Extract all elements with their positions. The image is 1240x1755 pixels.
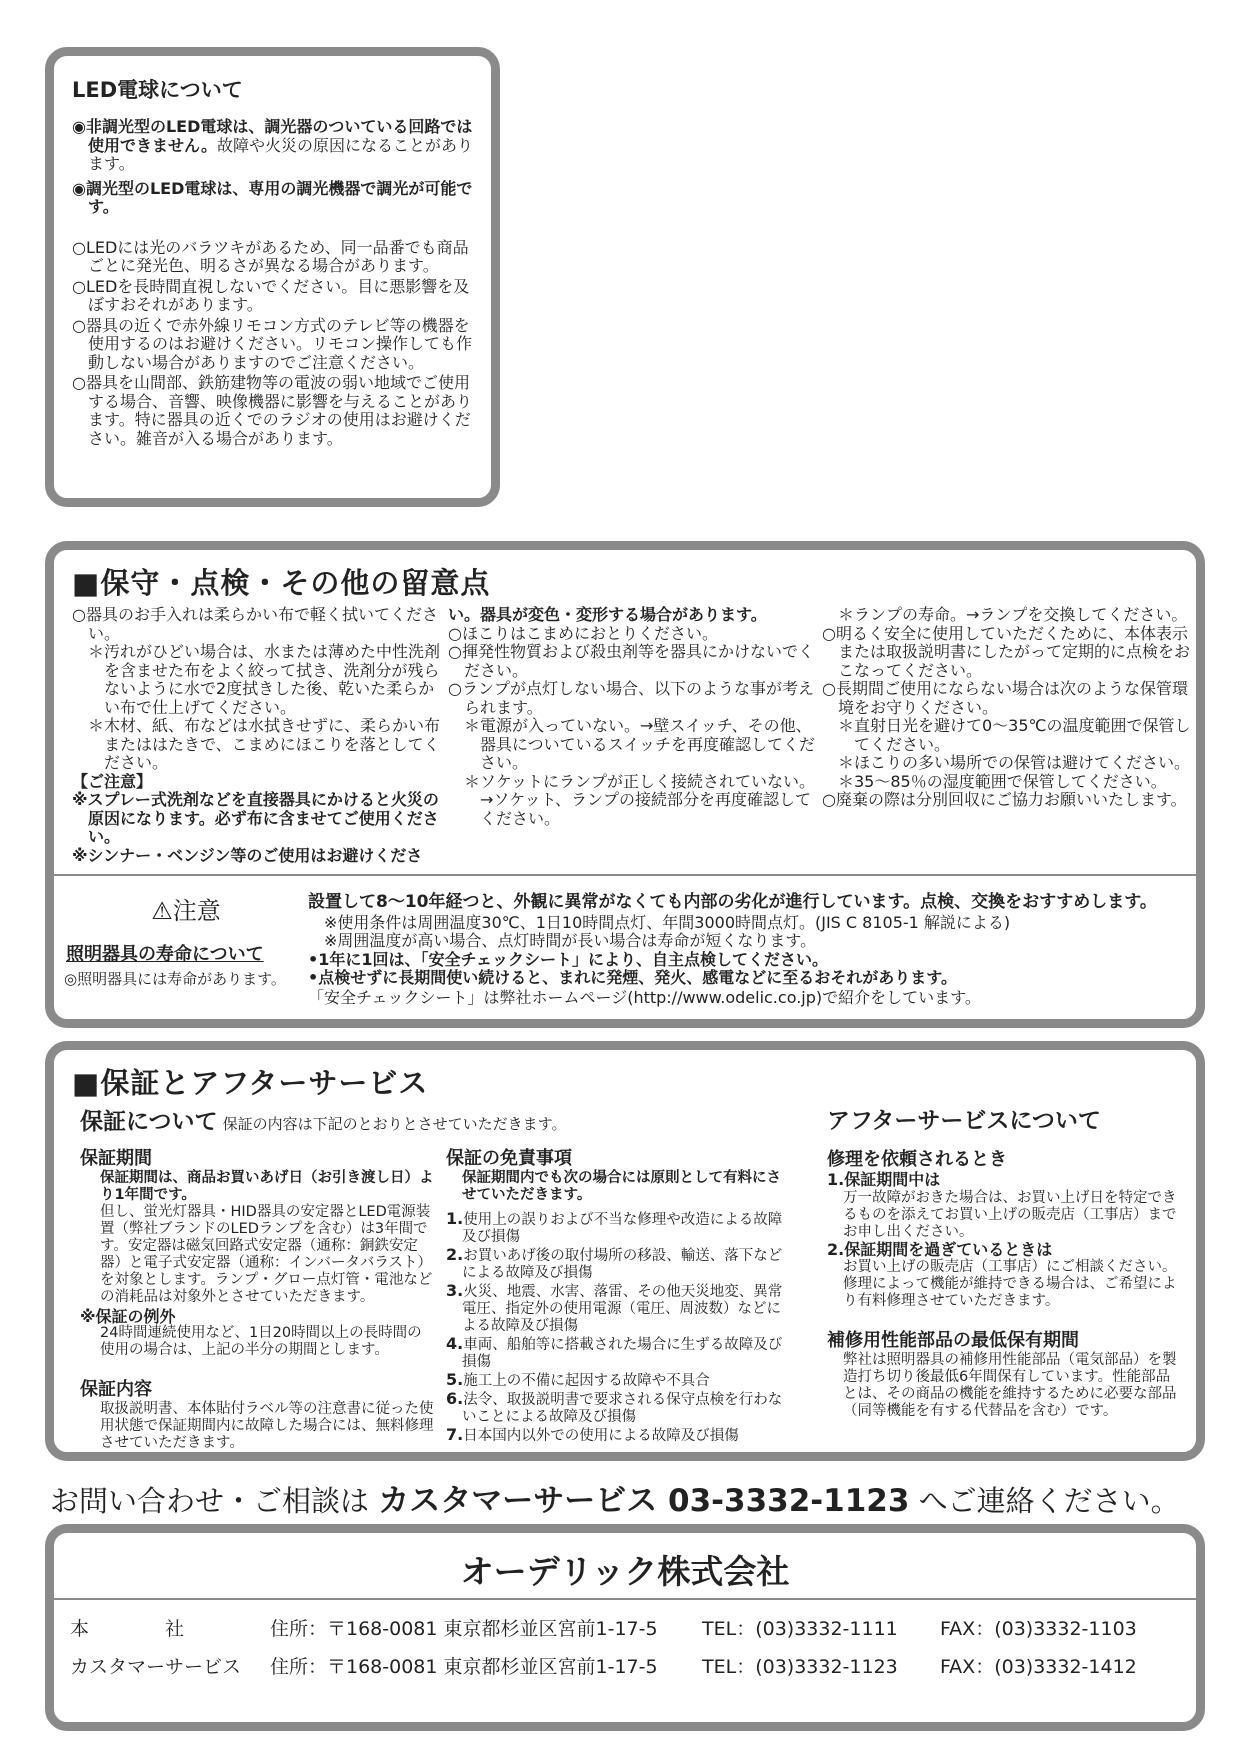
maintenance-item: ○ほこりはこまめにおとりください。 [448,623,718,643]
exempt-item [446,1210,786,1246]
led-item: ○LEDには光のバラツキがあるため、同一品番でも商品ごとに発光色、明るさが異なる場合があります。 [72,237,469,275]
caution-line: 設置して8〜10年経つと、外観に異常がなくても内部の劣化が進行しています。点検、交換をおすすめします。 [308,892,1157,912]
led-title: LED電球について [72,78,243,102]
company-fax: FAX：(03)3332-1103 [940,1617,1137,1640]
exempt-item [446,1246,786,1282]
company-tel: TEL：(03)3332-1111 [702,1617,898,1640]
company-tel: TEL：(03)3332-1123 [702,1655,898,1678]
led-warning-2: ◉調光型のLED電球は、専用の調光機器で調光が可能です。 [72,178,473,216]
period-title: 保証期間 [80,1148,152,1169]
contact-post: へご連絡ください。 [909,1484,1180,1518]
maintenance-item: ＊ほこりの多い場所での保管は避けてください。 [838,753,1191,772]
company-name: オーデリック株式会社 [460,1552,790,1591]
maintenance-item: ○長期間ご使用にならない場合は次のような保管環境をお守りください。 [822,679,1188,717]
company-label: カスタマーサービス [70,1655,242,1678]
led-item: ○LEDを長時間直視しないでください。目に悪影響を及ぼすおそれがあります。 [72,276,470,314]
exempt-number: 1. [446,1209,464,1228]
company-divider [54,1598,1196,1600]
repair-title: 修理を依頼されるとき [827,1149,1007,1170]
exempt-text: 法令、取扱説明書で要求される保守点検を行わないことによる故障及び損傷 [462,1392,783,1425]
maintenance-item: ※シンナー・ベンジン等のご使用はお避けくださ [72,845,423,865]
exempt-text: 施工上の不備に起因する故障や不具合 [463,1373,710,1389]
maintenance-item: ○明るく安全に使用していただくために、本体表示または取扱説明書にしたがって定期的に点検をおこなってください。 [822,623,1191,680]
period-lead: 保証期間は、商品お買いあげ日（お引き渡し日）より1年間です。 [100,1170,434,1203]
led-item: ○器具の近くで赤外線リモコン方式のテレビ等の機器を使用するのはお避けください。リモコン操作しても作動しない場合がありますのでご注意ください。 [72,315,473,372]
caution-area-left [66,896,306,926]
warranty-col-2 [446,1144,786,1445]
warranty-about-title: 保証について [80,1109,218,1135]
maintenance-item: ＊木材、紙、布などは水拭きせずに、柔らかい布またははたきで、こまめにほこりを落としてください。 [88,716,441,772]
led-items [72,239,477,449]
exempt-text: 火災、地震、水害、落雷、その他天災地変、異常電圧、指定外の使用電源（電圧、周波数）などによる故障及び損傷 [462,1284,783,1334]
exempt-number: 5. [446,1370,464,1389]
company-label: 本 社 [70,1617,185,1640]
caution-line: •点検せずに長期間使い続けると、まれに発煙、発火、感電などに至るおそれがあります。 [308,968,957,987]
company-row [70,1646,1180,1684]
led-item: ○器具を山間部、鉄筋建物等の電波の弱い地域でご使用する場合、音響、映像機器に影響を与えることがあります。特に器具の近くでのラジオの使用はお避けください。雑音が入る場合があります。 [72,373,473,448]
maintenance-item: ＊汚れがひどい場合は、水または薄めた中性洗剤を含ませた布をよく絞って拭き、洗剤分が残らないように水で2度拭きした後、乾いた柔らかい布で仕上げてください。 [88,642,441,717]
exempt-number: 3. [446,1281,464,1300]
repair1-body: 万一故障がおきた場合は、お買い上げ日を特定できるものを添えてお買い上げの販売店（工事店）までお申し出ください。 [843,1189,1177,1240]
exempt-number: 2. [446,1245,464,1264]
exempt-number: 4. [446,1334,464,1353]
company-addr: 住所：〒168-0081 東京都杉並区宮前1-17-5 [270,1655,658,1678]
company-row [70,1608,1180,1646]
exempt-item [446,1282,786,1335]
maintenance-item: ※スプレー式洗剤などを直接器具にかけると火災の原因になります。必ず布に含ませてご使用ください。 [72,790,439,846]
parts-title: 補修用性能部品の最低保有期間 [827,1330,1079,1351]
exempt-text: 車両、船舶等に搭載された場合に生ずる故障及び損傷 [462,1337,783,1370]
content-title: 保証内容 [80,1379,152,1400]
maintenance-col-2 [448,606,818,828]
exception-body: 24時間連続使用など、1日20時間以上の長時間の使用の場合は、上記の半分の期間とします。 [100,1325,422,1358]
contact-phone: カスタマーサービス 03-3332-1123 [378,1483,910,1519]
caution-line: •1年に1回は、「安全チェックシート」により、自主点検してください。 [308,949,829,969]
maintenance-divider [54,874,1196,876]
repair2-body: お買い上げの販売店（工事店）にご相談ください。修理によって機能が維持できる場合は、ご希望により有料修理させていただきます。 [843,1259,1177,1309]
led-warning-1 [72,118,477,174]
maintenance-col-3 [822,606,1200,810]
maintenance-item: ＊電源が入っていない。→壁スイッチ、その他、器具についているスイッチを再度確認してください。 [464,716,816,772]
caution-line: 「安全チェックシート」は弊社ホームページ(http://www.odelic.co.jp)で紹介をしています。 [308,987,981,1007]
maintenance-item: ＊ソケットにランプが正しく接続されていない。→ソケット、ランプの接続部分を再度確認してください。 [464,771,816,828]
warning-triangle-icon: ⚠ [151,897,173,925]
exempt-text: お買いあげ後の取付場所の移設、輸送、落下などによる故障及び損傷 [462,1248,783,1281]
caution-label: 注意 [172,897,221,925]
content-body: 取扱説明書、本体貼付ラベル等の注意書に従った使用状態で保証期間内に故障した場合には、無料修理させていただきます。 [100,1401,434,1451]
company-fax: FAX：(03)3332-1412 [940,1655,1137,1678]
led-notice-content [72,74,477,450]
maintenance-item: ＊ランプの寿命。→ランプを交換してください。 [838,605,1188,624]
exempt-text: 使用上の誤りおよび不当な修理や改造による故障及び損傷 [462,1212,783,1245]
exempt-text: 日本国内以外での使用による故障及び損傷 [463,1428,739,1444]
maintenance-item: い。器具が変色・変形する場合があります。 [448,605,767,624]
exempt-number: 6. [446,1389,464,1408]
maintenance-title: ■保守・点検・その他の留意点 [72,566,491,600]
maintenance-item: ○廃棄の際は分別回収にご協力お願いいたします。 [822,790,1187,809]
exempt-list [446,1210,786,1445]
period-body: 但し、蛍光灯器具・HID器具の安定器とLED電源装置（弊社ブランドのLEDランプを含む）は3年間です。安定器は磁気回路式安定器（通称：銅鉄安定器）と電子式安定器（通称：インバータバラスト）を対象とします。ランプ・グロー点灯管・電池などの消耗品は対象外とさせていただきます。 [100,1204,433,1305]
repair2-title: 2.保証期間を過ぎているときは [827,1239,1053,1259]
maintenance-item: ＊直射日光を避けて0〜35℃の温度範囲で保管してください。 [838,716,1191,754]
exception-title: ※保証の例外 [80,1307,176,1326]
maintenance-col-1 [72,606,442,865]
led-warning-1-lead: ◉非調光型のLED電球は、調光器のついている回路では使用できません。 [72,117,473,155]
maintenance-item: ○器具のお手入れは柔らかい布で軽く拭いてください。 [72,605,438,643]
warranty-col-1 [80,1144,435,1452]
warranty-col-3 [827,1102,1182,1420]
exempt-item [446,1390,786,1426]
exempt-lead: 保証期間内でも次の場合には原則として有料にさせていただきます。 [462,1170,781,1203]
after-title: アフターサービスについて [827,1108,1101,1134]
exempt-item [446,1426,786,1445]
caution-lines [308,893,1198,1007]
contact-line [50,1475,1180,1520]
maintenance-item: ＊35〜85％の湿度範囲で保管してください。 [838,771,1167,791]
exempt-item [446,1371,786,1390]
warranty-about-note: 保証の内容は下記のとおりとさせていただきます。 [222,1115,567,1133]
exempt-title: 保証の免責事項 [446,1148,572,1169]
exempt-item [446,1335,786,1371]
warranty-about [80,1103,566,1136]
led-warning-1-tail: 故障や火災の原因になることがあります。 [88,135,473,173]
company-table [70,1608,1180,1684]
contact-pre: お問い合わせ・ご相談は [50,1484,379,1518]
maintenance-item: 【ご注意】 [72,771,153,791]
warranty-title: ■保証とアフターサービス [72,1066,429,1100]
maintenance-item: ○揮発性物質および殺虫剤等を器具にかけないでください。 [448,642,814,680]
caution-line: ※周囲温度が高い場合、点灯時間が長い場合は寿命が短くなります。 [324,931,817,950]
maintenance-item: ○ランプが点灯しない場合、以下のような事が考えられます。 [448,679,814,717]
lifespan-heading: 照明器具の寿命について [66,944,264,965]
lifespan-sub: ◎照明器具には寿命があります。 [64,970,286,988]
caution-line: ※使用条件は周囲温度30℃、1日10時間点灯、年間3000時間点灯。(JIS C 8105-1 解説による) [324,912,1011,932]
company-addr: 住所：〒168-0081 東京都杉並区宮前1-17-5 [270,1617,658,1640]
parts-body: 弊社は照明器具の補修用性能部品（電気部品）を製造打ち切り後最低6年間保有しています。性能部品とは、その商品の機能を維持するために必要な部品（同等機能を有する代替品を含む）です。 [843,1352,1177,1419]
exempt-number: 7. [446,1425,464,1444]
repair1-title: 1.保証期間中は [827,1170,941,1189]
